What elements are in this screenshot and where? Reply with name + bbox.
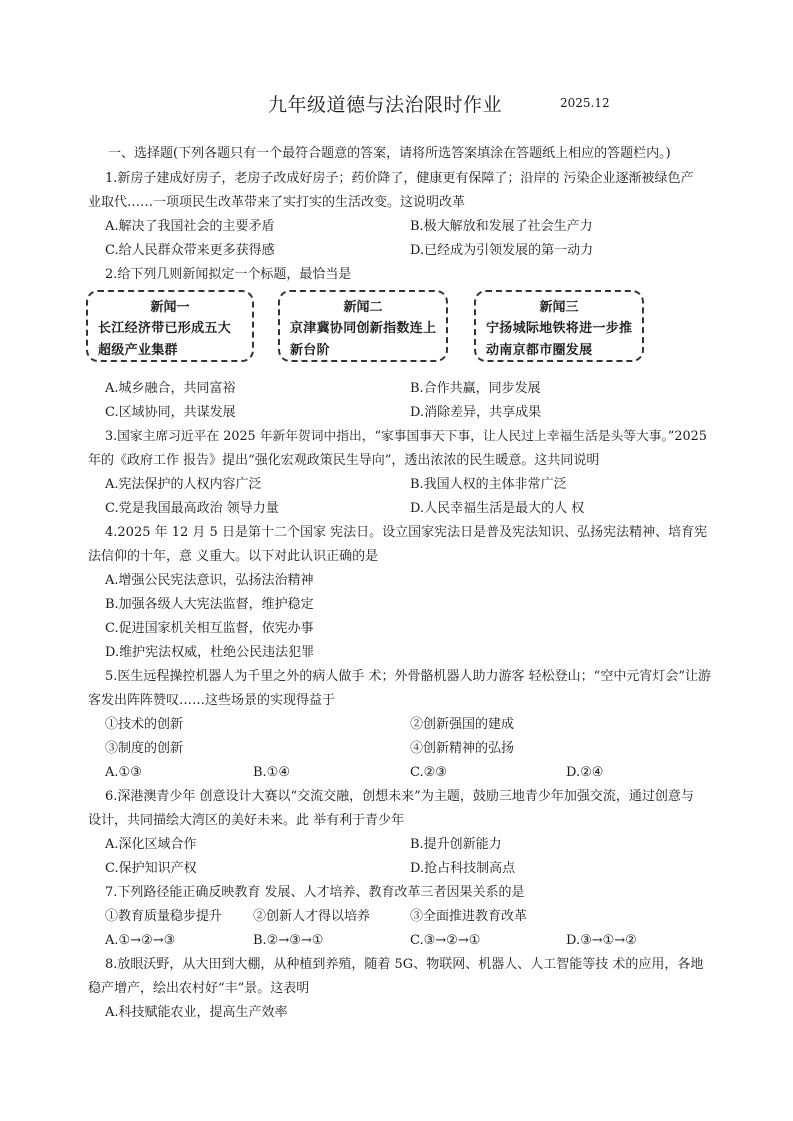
header [0, 90, 793, 116]
question-6-option-b: B.提升创新能力 [410, 837, 502, 852]
question-3-option-d: D.人民幸福生活是最大的人 权 [410, 501, 585, 516]
exam-date: 2025.12 [560, 96, 610, 110]
question-1-option-c: C.给人民群众带来更多获得感 [105, 243, 275, 258]
question-8-stem-cont: 稳产增产，绘出农村好“丰”景。这表明 [88, 981, 310, 996]
question-3-option-b: B.我国人权的主体非常广泛 [410, 477, 567, 492]
question-4-option-a: A.增强公民宪法意识，弘扬法治精神 [105, 573, 314, 588]
question-3-option-a: A.宪法保护的人权内容广泛 [105, 477, 262, 492]
question-4-option-b: B.加强各级人大宪法监督，维护稳定 [105, 597, 314, 612]
question-7-option-b: B.②→③→① [253, 933, 324, 948]
news-body: 京津冀协同创新指数连上新台阶 [290, 321, 437, 358]
question-5-stem: 5.医生远程操控机器人为千里之外的病人做手 术；外骨骼机器人助力游客 轻松登山；“空中元宵灯会”让游 [105, 669, 711, 684]
question-1-stem-cont: 业取代……一项项民生改革带来了实打实的生活改变。这说明改革 [88, 195, 466, 210]
question-7-item-1: ①教育质量稳步提升 [105, 909, 223, 924]
news-title: 新闻一 [150, 300, 190, 315]
question-7-option-d: D.③→①→② [566, 933, 637, 948]
question-7-item-2: ②创新人才得以培养 [253, 909, 371, 924]
question-7-option-a: A.①→②→③ [105, 933, 176, 948]
news-box-1 [86, 290, 254, 362]
news-title: 新闻二 [343, 300, 383, 315]
question-7-option-c: C.③→②→① [410, 933, 481, 948]
question-3-stem-cont: 年的《政府工作 报告》提出“强化宏观政策民生导向”，透出浓浓的民生暖意。这共同说明 [88, 453, 600, 468]
page-title: 九年级道德与法治限时作业 [268, 94, 503, 116]
question-5-option-b: B.①④ [253, 765, 290, 780]
question-2-option-d: D.消除差异，共享成果 [410, 405, 542, 420]
question-6-option-d: D.抢占科技制高点 [410, 861, 516, 876]
news-box-3 [474, 290, 644, 362]
news-body: 长江经济带已形成五大超级产业集群 [98, 321, 232, 358]
question-6-option-a: A.深化区域合作 [105, 837, 197, 852]
question-1-stem: 1.新房子建成好房子，老房子改成好房子；药价降了，健康更有保障了；沿岸的 污染企业逐渐被绿色产 [105, 171, 694, 186]
question-1-option-b: B.极大解放和发展了社会生产力 [410, 219, 593, 234]
question-7-stem: 7.下列路径能正确反映教育 发展、人才培养、教育改革三者因果关系的是 [105, 885, 525, 900]
question-5-item-4: ④创新精神的弘扬 [410, 741, 515, 756]
question-3-stem: 3.国家主席习近平在 2025 年新年贺词中指出，“家事国事天下事，让人民过上幸福生活是头等大事。”2025 [105, 429, 707, 444]
question-3-option-c: C.党是我国最高政治 领导力量 [105, 501, 279, 516]
question-5-item-2: ②创新强国的建成 [410, 717, 515, 732]
question-1-option-a: A.解决了我国社会的主要矛盾 [105, 219, 275, 234]
question-5-option-d: D.②④ [566, 765, 604, 780]
question-5-item-3: ③制度的创新 [105, 741, 184, 756]
news-title: 新闻三 [539, 300, 579, 315]
question-5-stem-cont: 客发出阵阵赞叹……这些场景的实现得益于 [88, 693, 336, 708]
question-5-item-1: ①技术的创新 [105, 717, 184, 732]
section-heading: 一、选择题(下列各题只有一个最符合题意的答案，请将所选答案填涂在答题纸上相应的答题栏内。) [108, 146, 671, 161]
question-5-option-a: A.①③ [105, 765, 142, 780]
question-4-option-c: C.促进国家机关相互监督，依宪办事 [105, 621, 314, 636]
question-2-option-c: C.区域协同，共谋发展 [105, 405, 236, 420]
news-body: 宁扬城际地铁将进一步推动南京都市圈发展 [486, 321, 633, 358]
news-box-2 [278, 290, 448, 362]
question-4-option-d: D.维护宪法权威，杜绝公民违法犯罪 [105, 645, 315, 660]
question-6-option-c: C.保护知识产权 [105, 861, 197, 876]
question-7-item-3: ③全面推进教育改革 [410, 909, 528, 924]
question-4-stem: 4.2025 年 12 月 5 日是第十二个国家 宪法日。设立国家宪法日是普及宪法知识、弘扬宪法精神、培育宪 [105, 525, 708, 540]
question-8-option-a: A.科技赋能农业，提高生产效率 [105, 1005, 288, 1020]
question-2-option-a: A.城乡融合，共同富裕 [105, 381, 236, 396]
question-2-option-b: B.合作共赢，同步发展 [410, 381, 541, 396]
question-8-stem: 8.放眼沃野，从大田到大棚，从种植到养殖，随着 5G、物联网、机器人、人工智能等技 术的应用，各地 [105, 957, 704, 972]
question-5-option-c: C.②③ [410, 765, 447, 780]
question-1-option-d: D.已经成为引领发展的第一动力 [410, 243, 594, 258]
question-2-stem: 2.给下列几则新闻拟定一个标题，最恰当是 [105, 267, 352, 282]
question-6-stem-cont: 设计，共同描绘大湾区的美好未来。此 举有利于青少年 [88, 813, 405, 828]
question-4-stem-cont: 法信仰的十年，意 义重大。以下对此认识正确的是 [88, 549, 379, 564]
question-6-stem: 6.深港澳青少年 创意设计大赛以“交流交融，创想未来”为主题，鼓励三地青少年加强交流，通过创意与 [105, 789, 694, 804]
